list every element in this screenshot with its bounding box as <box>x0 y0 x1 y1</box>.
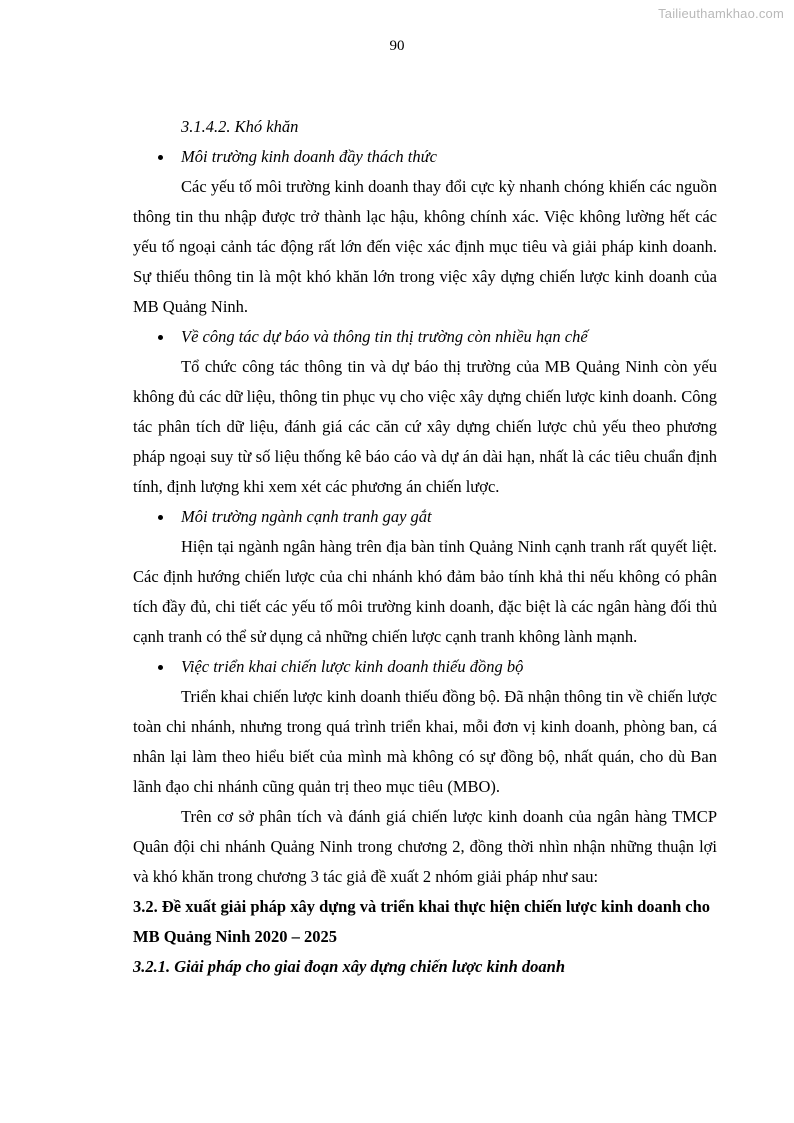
document-body <box>133 112 717 982</box>
page-number: 90 <box>389 38 405 54</box>
bullet-text: Việc triển khai chiến lược kinh doanh thiếu đồng bộ <box>181 657 524 676</box>
bullet-dot-icon <box>158 335 163 340</box>
bullet-item <box>133 652 717 682</box>
bullet-dot-icon <box>158 155 163 160</box>
sub-heading: 3.1.4.2. Khó khăn <box>181 117 299 136</box>
bullet-item <box>133 142 717 172</box>
paragraph: Triển khai chiến lược kinh doanh thiếu đồng bộ. Đã nhận thông tin về chiến lược toàn chi nhánh, nhưng trong quá trình triển khai, mỗi đơn vị kinh doanh, phòng ban, cá nhân lại làm theo hiểu biết của mình mà không có sự đồng bộ, nhất quán, cho dù Ban lãnh đạo chi nhánh cũng quản trị theo mục tiêu (MBO). <box>133 687 717 796</box>
bullet-text: Môi trường kinh doanh đầy thách thức <box>181 147 437 166</box>
bullet-text: Về công tác dự báo và thông tin thị trường còn nhiều hạn chế <box>181 327 588 346</box>
section-heading: 3.2. Đề xuất giải pháp xây dựng và triển khai thực hiện chiến lược kinh doanh cho MB Quảng Ninh 2020 – 2025 <box>133 897 711 946</box>
bullet-dot-icon <box>158 515 163 520</box>
paragraph: Các yếu tố môi trường kinh doanh thay đổi cực kỳ nhanh chóng khiến các nguồn thông tin thu nhập được trở thành lạc hậu, không chính xác. Việc không lường hết các yếu tố ngoại cảnh tác động rất lớn đến việc xác định mục tiêu và giải pháp kinh doanh. Sự thiếu thông tin là một khó khăn lớn trong việc xây dựng chiến lược kinh doanh của MB Quảng Ninh. <box>133 177 717 316</box>
paragraph: Hiện tại ngành ngân hàng trên địa bàn tỉnh Quảng Ninh cạnh tranh rất quyết liệt. Các định hướng chiến lược của chi nhánh khó đảm bảo tính khả thi nếu không có phân tích đầy đủ, chi tiết các yếu tố môi trường kinh doanh, đặc biệt là các ngân hàng đối thủ cạnh tranh có thể sử dụng cả những chiến lược cạnh tranh không lành mạnh. <box>133 537 717 646</box>
bullet-dot-icon <box>158 665 163 670</box>
watermark: Tailieuthamkhao.com <box>658 6 784 21</box>
paragraph: Tổ chức công tác thông tin và dự báo thị trường của MB Quảng Ninh còn yếu không đủ các dữ liệu, thông tin phục vụ cho việc xây dựng chiến lược kinh doanh. Công tác phân tích dữ liệu, đánh giá các căn cứ xây dựng chiến lược chủ yếu theo phương pháp ngoại suy từ số liệu thống kê báo cáo và dự án dài hạn, nhất là các tiêu chuẩn định tính, định lượng khi xem xét các phương án chiến lược. <box>133 357 717 496</box>
subsection-heading: 3.2.1. Giải pháp cho giai đoạn xây dựng chiến lược kinh doanh <box>133 957 566 976</box>
bullet-item <box>133 322 717 352</box>
bullet-text: Môi trường ngành cạnh tranh gay gắt <box>181 507 432 526</box>
summary-paragraph: Trên cơ sở phân tích và đánh giá chiến lược kinh doanh của ngân hàng TMCP Quân đội chi nhánh Quảng Ninh trong chương 2, đồng thời nhìn nhận những thuận lợi và khó khăn trong chương 3 tác giả đề xuất 2 nhóm giải pháp như sau: <box>133 807 717 886</box>
bullet-item <box>133 502 717 532</box>
